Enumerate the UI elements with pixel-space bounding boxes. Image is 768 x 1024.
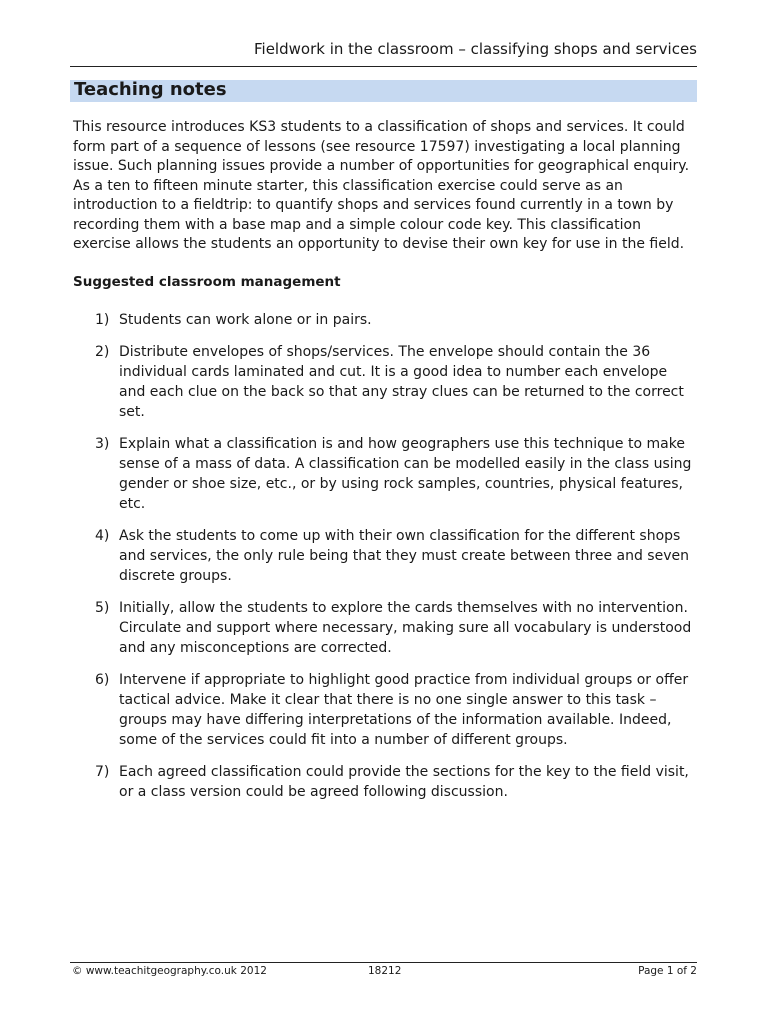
steps-list [73,310,693,814]
step-number: 7) [95,764,110,780]
step-text: Students can work alone or in pairs. [119,312,372,328]
list-item [73,310,693,330]
step-text: Explain what a classification is and how geographers use this technique to make sense of a mass of data. A classification can be modelled easily in the class using gender or shoe size, etc., or by using rock samples, countries, physical features, etc. [119,436,692,512]
list-item [73,762,693,802]
step-text: Ask the students to come up with their own classification for the different shops and services, the only rule being that they must create between three and seven discrete groups. [119,528,689,584]
step-text: Initially, allow the students to explore the cards themselves with no intervention. Circulate and support where necessary, making sure all vocabulary is understood and any misconceptions are corrected. [119,600,692,656]
header-rule [70,66,697,67]
list-item [73,598,693,658]
step-number: 1) [95,312,110,328]
footer-resource-id: 18212 [368,965,402,977]
list-item [73,342,693,422]
intro-paragraph: This resource introduces KS3 students to a classification of shops and services. It could form part of a sequence of lessons (see resource 17597) investigating a local planning issue. Such planning issues provide a number of opportunities for geographical enquiry. As a ten to fifteen minute starter, this classification exercise could serve as an introduction to a fieldtrip: to quantify shops and services found currently in a town by recording them with a base map and a simple colour code key. This classification exercise allows the students an opportunity to devise their own key for use in the field. [73,119,690,252]
footer-page-number: Page 1 of 2 [638,965,697,977]
footer-copyright: © www.teachitgeography.co.uk 2012 [72,965,267,977]
list-item [73,434,693,514]
step-text: Each agreed classification could provide the sections for the key to the field visit, or a class version could be agreed following discussion. [119,764,689,800]
section-title: Teaching notes [74,79,227,100]
management-heading: Suggested classroom management [73,274,341,290]
section-heading-bar [70,80,697,102]
list-item [73,526,693,586]
step-number: 3) [95,436,110,452]
step-number: 5) [95,600,110,616]
step-text: Intervene if appropriate to highlight good practice from individual groups or offer tactical advice. Make it clear that there is no one single answer to this task – groups may have differing interpretations of the information available. Indeed, some of the services could fit into a number of different groups. [119,672,689,748]
running-header: Fieldwork in the classroom – classifying shops and services [254,40,697,58]
step-number: 4) [95,528,110,544]
page-footer [70,963,697,979]
step-number: 6) [95,672,110,688]
list-item [73,670,693,750]
step-number: 2) [95,344,110,360]
step-text: Distribute envelopes of shops/services. The envelope should contain the 36 individual cards laminated and cut. It is a good idea to number each envelope and each clue on the back so that any stray clues can be returned to the correct set. [119,344,684,420]
